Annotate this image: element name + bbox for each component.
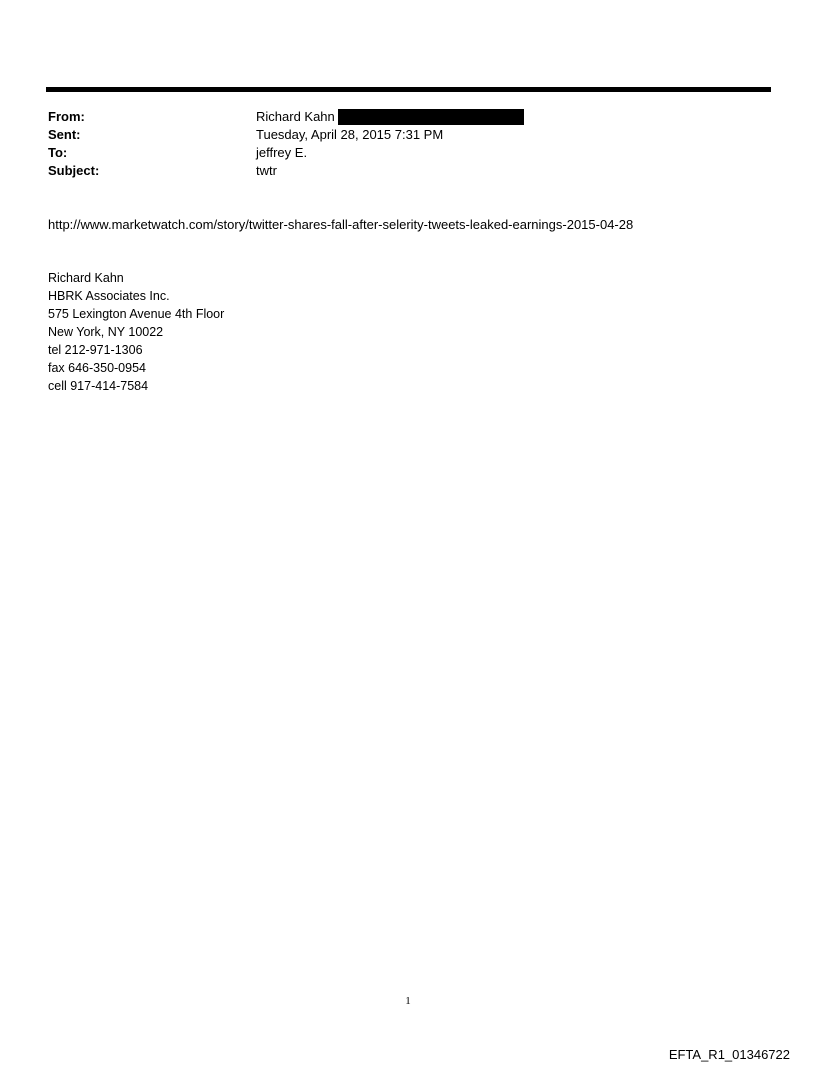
signature-address-line2: New York, NY 10022: [48, 325, 164, 339]
page-number: 1: [405, 995, 411, 1007]
sent-row: [48, 126, 768, 144]
to-value: jeffrey E.: [256, 145, 308, 160]
signature-name: Richard Kahn: [48, 271, 124, 285]
signature-cell: cell 917-414-7584: [48, 379, 149, 393]
from-row: [48, 108, 768, 126]
sent-label: Sent:: [48, 127, 81, 142]
bates-id: EFTA_R1_01346722: [668, 1047, 790, 1062]
to-label: To:: [48, 145, 68, 160]
signature-fax: fax 646-350-0954: [48, 361, 146, 375]
to-row: [48, 144, 768, 162]
from-value: Richard Kahn: [256, 109, 335, 124]
email-signature: [48, 269, 224, 395]
email-header: [48, 108, 768, 180]
redaction-box: [338, 109, 524, 125]
signature-company: HBRK Associates Inc.: [48, 289, 170, 303]
subject-label: Subject:: [48, 163, 100, 178]
signature-address-line1: 575 Lexington Avenue 4th Floor: [48, 307, 225, 321]
body-url-link[interactable]: http://www.marketwatch.com/story/twitter-shares-fall-after-selerity-tweets-leaked-earnings-2015-04-28: [48, 217, 634, 232]
signature-tel: tel 212-971-1306: [48, 343, 143, 357]
sent-value: Tuesday, April 28, 2015 7:31 PM: [256, 127, 444, 142]
from-value-group: [256, 108, 524, 126]
subject-row: [48, 162, 768, 180]
subject-value: twtr: [256, 163, 277, 178]
header-divider: [46, 87, 771, 92]
from-label: From:: [48, 109, 85, 124]
